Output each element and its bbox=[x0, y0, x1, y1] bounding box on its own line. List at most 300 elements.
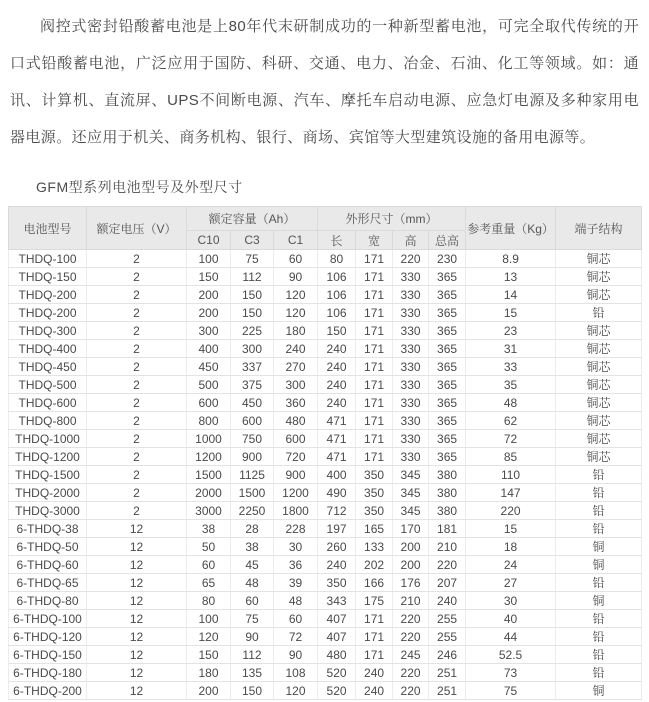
table-cell: 106 bbox=[318, 286, 356, 304]
table-cell: 1200 bbox=[274, 484, 318, 502]
table-cell: 407 bbox=[318, 628, 356, 646]
table-row bbox=[9, 484, 642, 502]
table-cell: 135 bbox=[231, 664, 274, 682]
table-cell: 900 bbox=[231, 448, 274, 466]
table-cell: 240 bbox=[318, 556, 356, 574]
table-body bbox=[9, 250, 642, 700]
table-header bbox=[9, 207, 642, 250]
table-cell: THDQ-3000 bbox=[9, 502, 87, 520]
table-cell: 2 bbox=[87, 286, 187, 304]
table-cell: 铜芯 bbox=[556, 340, 642, 358]
table-cell: 2 bbox=[87, 340, 187, 358]
table-cell: 240 bbox=[356, 664, 393, 682]
table-cell: 171 bbox=[356, 304, 393, 322]
table-cell: 350 bbox=[356, 466, 393, 484]
header-width: 宽 bbox=[356, 231, 393, 250]
table-cell: 202 bbox=[356, 556, 393, 574]
table-cell: 110 bbox=[466, 466, 556, 484]
table-cell: 350 bbox=[318, 574, 356, 592]
table-cell: 48 bbox=[231, 574, 274, 592]
table-cell: 2250 bbox=[231, 502, 274, 520]
table-cell: 100 bbox=[187, 610, 231, 628]
table-cell: 12 bbox=[87, 610, 187, 628]
table-cell: 6-THDQ-180 bbox=[9, 664, 87, 682]
table-cell: 480 bbox=[274, 412, 318, 430]
table-cell: 73 bbox=[466, 664, 556, 682]
table-cell: 铅 bbox=[556, 574, 642, 592]
table-cell: 铜芯 bbox=[556, 376, 642, 394]
table-cell: 337 bbox=[231, 358, 274, 376]
table-cell: 40 bbox=[466, 610, 556, 628]
table-cell: 330 bbox=[393, 322, 429, 340]
table-cell: 170 bbox=[393, 520, 429, 538]
table-row bbox=[9, 268, 642, 286]
table-cell: 铅 bbox=[556, 610, 642, 628]
table-cell: 铜 bbox=[556, 592, 642, 610]
table-cell: 300 bbox=[274, 376, 318, 394]
table-cell: 171 bbox=[356, 268, 393, 286]
table-cell: 39 bbox=[274, 574, 318, 592]
table-cell: 23 bbox=[466, 322, 556, 340]
table-cell: 380 bbox=[429, 502, 466, 520]
table-cell: 220 bbox=[393, 250, 429, 268]
table-cell: 220 bbox=[393, 664, 429, 682]
table-cell: 471 bbox=[318, 448, 356, 466]
table-cell: THDQ-500 bbox=[9, 376, 87, 394]
table-cell: 171 bbox=[356, 448, 393, 466]
table-cell: 50 bbox=[187, 538, 231, 556]
table-cell: 12 bbox=[87, 574, 187, 592]
table-title: GFM型系列电池型号及外型尺寸 bbox=[36, 179, 243, 195]
table-cell: 230 bbox=[429, 250, 466, 268]
table-cell: 6-THDQ-38 bbox=[9, 520, 87, 538]
table-cell: 38 bbox=[187, 520, 231, 538]
table-cell: 90 bbox=[231, 628, 274, 646]
table-cell: 2 bbox=[87, 466, 187, 484]
table-cell: 400 bbox=[187, 340, 231, 358]
table-cell: 6-THDQ-120 bbox=[9, 628, 87, 646]
header-model: 电池型号 bbox=[9, 207, 87, 250]
table-cell: 6-THDQ-200 bbox=[9, 682, 87, 700]
table-cell: 600 bbox=[274, 430, 318, 448]
table-cell: 铅 bbox=[556, 664, 642, 682]
table-cell: 133 bbox=[356, 538, 393, 556]
table-row bbox=[9, 448, 642, 466]
table-cell: 471 bbox=[318, 412, 356, 430]
table-cell: 75 bbox=[231, 610, 274, 628]
table-cell: THDQ-200 bbox=[9, 286, 87, 304]
table-cell: 197 bbox=[318, 520, 356, 538]
table-cell: 75 bbox=[231, 250, 274, 268]
table-cell: 106 bbox=[318, 268, 356, 286]
table-cell: THDQ-100 bbox=[9, 250, 87, 268]
table-cell: 255 bbox=[429, 610, 466, 628]
table-cell: 85 bbox=[466, 448, 556, 466]
table-cell: 12 bbox=[87, 628, 187, 646]
table-row bbox=[9, 556, 642, 574]
table-cell: 380 bbox=[429, 484, 466, 502]
table-cell: 225 bbox=[231, 322, 274, 340]
table-cell: 200 bbox=[187, 682, 231, 700]
table-cell: 3000 bbox=[187, 502, 231, 520]
table-cell: 240 bbox=[318, 376, 356, 394]
table-cell: 52.5 bbox=[466, 646, 556, 664]
table-cell: 2 bbox=[87, 250, 187, 268]
table-cell: 300 bbox=[187, 322, 231, 340]
table-cell: 171 bbox=[356, 412, 393, 430]
table-cell: 171 bbox=[356, 250, 393, 268]
table-cell: 铜芯 bbox=[556, 268, 642, 286]
table-row bbox=[9, 304, 642, 322]
table-cell: 330 bbox=[393, 268, 429, 286]
table-cell: 2 bbox=[87, 448, 187, 466]
table-cell: 38 bbox=[231, 538, 274, 556]
table-cell: 80 bbox=[187, 592, 231, 610]
table-cell: 330 bbox=[393, 376, 429, 394]
table-cell: 2 bbox=[87, 502, 187, 520]
table-cell: 120 bbox=[187, 628, 231, 646]
table-cell: 1500 bbox=[187, 466, 231, 484]
table-cell: 15 bbox=[466, 304, 556, 322]
table-cell: 72 bbox=[274, 628, 318, 646]
table-cell: THDQ-200 bbox=[9, 304, 87, 322]
table-cell: 330 bbox=[393, 448, 429, 466]
table-cell: 2 bbox=[87, 358, 187, 376]
table-cell: 228 bbox=[274, 520, 318, 538]
table-cell: 900 bbox=[274, 466, 318, 484]
table-cell: 750 bbox=[231, 430, 274, 448]
table-row bbox=[9, 682, 642, 700]
table-cell: 6-THDQ-80 bbox=[9, 592, 87, 610]
table-cell: 13 bbox=[466, 268, 556, 286]
table-cell: 200 bbox=[187, 286, 231, 304]
table-cell: 12 bbox=[87, 592, 187, 610]
table-cell: 520 bbox=[318, 664, 356, 682]
table-cell: 365 bbox=[429, 412, 466, 430]
table-cell: 2 bbox=[87, 322, 187, 340]
table-cell: 150 bbox=[187, 268, 231, 286]
table-cell: 铅 bbox=[556, 484, 642, 502]
table-cell: 铜芯 bbox=[556, 394, 642, 412]
table-cell: 60 bbox=[187, 556, 231, 574]
table-cell: 245 bbox=[393, 646, 429, 664]
table-cell: 120 bbox=[274, 286, 318, 304]
table-row bbox=[9, 430, 642, 448]
table-cell: 171 bbox=[356, 286, 393, 304]
table-cell: 600 bbox=[231, 412, 274, 430]
table-cell: 112 bbox=[231, 268, 274, 286]
table-cell: 220 bbox=[393, 610, 429, 628]
table-cell: 471 bbox=[318, 430, 356, 448]
header-dimension-group: 外形尺寸（mm） bbox=[318, 207, 466, 231]
table-cell: 铅 bbox=[556, 628, 642, 646]
table-cell: 62 bbox=[466, 412, 556, 430]
table-row bbox=[9, 628, 642, 646]
table-cell: 600 bbox=[187, 394, 231, 412]
table-cell: 180 bbox=[187, 664, 231, 682]
table-row bbox=[9, 250, 642, 268]
table-cell: 712 bbox=[318, 502, 356, 520]
table-row bbox=[9, 520, 642, 538]
table-cell: 铅 bbox=[556, 304, 642, 322]
table-cell: 28 bbox=[231, 520, 274, 538]
table-row bbox=[9, 502, 642, 520]
table-cell: 铜芯 bbox=[556, 448, 642, 466]
table-cell: 65 bbox=[187, 574, 231, 592]
table-cell: 12 bbox=[87, 556, 187, 574]
table-cell: THDQ-1500 bbox=[9, 466, 87, 484]
table-cell: 112 bbox=[231, 646, 274, 664]
table-cell: 365 bbox=[429, 304, 466, 322]
table-cell: 33 bbox=[466, 358, 556, 376]
table-cell: 171 bbox=[356, 340, 393, 358]
battery-spec-table bbox=[8, 206, 642, 700]
table-cell: 200 bbox=[393, 538, 429, 556]
table-cell: 100 bbox=[187, 250, 231, 268]
table-cell: 2 bbox=[87, 268, 187, 286]
table-cell: 165 bbox=[356, 520, 393, 538]
table-cell: 18 bbox=[466, 538, 556, 556]
table-cell: 6-THDQ-50 bbox=[9, 538, 87, 556]
table-cell: 240 bbox=[318, 358, 356, 376]
table-cell: 80 bbox=[318, 250, 356, 268]
table-cell: 171 bbox=[356, 322, 393, 340]
table-cell: 铜芯 bbox=[556, 358, 642, 376]
table-cell: 270 bbox=[274, 358, 318, 376]
header-length: 长 bbox=[318, 231, 356, 250]
table-cell: 48 bbox=[466, 394, 556, 412]
table-cell: 90 bbox=[274, 268, 318, 286]
header-terminal: 端子结构 bbox=[556, 207, 642, 250]
table-cell: 220 bbox=[466, 502, 556, 520]
table-cell: 800 bbox=[187, 412, 231, 430]
table-cell: 400 bbox=[318, 466, 356, 484]
table-cell: THDQ-150 bbox=[9, 268, 87, 286]
header-capacity-group: 额定容量（Ah） bbox=[187, 207, 318, 231]
table-cell: 8.9 bbox=[466, 250, 556, 268]
table-cell: 300 bbox=[231, 340, 274, 358]
table-cell: 171 bbox=[356, 646, 393, 664]
table-cell: 1000 bbox=[187, 430, 231, 448]
table-cell: 铜 bbox=[556, 682, 642, 700]
table-cell: 铅 bbox=[556, 466, 642, 484]
table-cell: 350 bbox=[356, 502, 393, 520]
table-cell: THDQ-800 bbox=[9, 412, 87, 430]
table-cell: 1125 bbox=[231, 466, 274, 484]
table-cell: 175 bbox=[356, 592, 393, 610]
table-cell: 260 bbox=[318, 538, 356, 556]
table-cell: 6-THDQ-100 bbox=[9, 610, 87, 628]
table-cell: THDQ-1000 bbox=[9, 430, 87, 448]
table-cell: 330 bbox=[393, 340, 429, 358]
table-cell: 251 bbox=[429, 664, 466, 682]
table-cell: 330 bbox=[393, 286, 429, 304]
table-cell: 220 bbox=[393, 628, 429, 646]
table-cell: 75 bbox=[466, 682, 556, 700]
table-cell: 365 bbox=[429, 430, 466, 448]
table-cell: 171 bbox=[356, 628, 393, 646]
table-cell: 240 bbox=[318, 340, 356, 358]
table-cell: 490 bbox=[318, 484, 356, 502]
table-cell: 铜 bbox=[556, 538, 642, 556]
table-cell: 30 bbox=[466, 592, 556, 610]
table-cell: 铜芯 bbox=[556, 322, 642, 340]
table-cell: 380 bbox=[429, 466, 466, 484]
table-cell: 360 bbox=[274, 394, 318, 412]
table-cell: 180 bbox=[274, 322, 318, 340]
table-cell: 365 bbox=[429, 268, 466, 286]
table-cell: 31 bbox=[466, 340, 556, 358]
table-cell: 2 bbox=[87, 412, 187, 430]
table-cell: 铜芯 bbox=[556, 286, 642, 304]
header-voltage: 额定电压（V） bbox=[87, 207, 187, 250]
table-row bbox=[9, 592, 642, 610]
table-cell: 150 bbox=[318, 322, 356, 340]
table-cell: 147 bbox=[466, 484, 556, 502]
header-weight: 参考重量（Kg） bbox=[466, 207, 556, 250]
table-cell: THDQ-2000 bbox=[9, 484, 87, 502]
table-cell: 铜芯 bbox=[556, 412, 642, 430]
table-cell: 240 bbox=[274, 340, 318, 358]
table-cell: 375 bbox=[231, 376, 274, 394]
table-cell: 2 bbox=[87, 304, 187, 322]
table-cell: 171 bbox=[356, 376, 393, 394]
table-cell: 251 bbox=[429, 682, 466, 700]
table-row bbox=[9, 340, 642, 358]
table-cell: 240 bbox=[429, 592, 466, 610]
table-cell: 345 bbox=[393, 466, 429, 484]
table-cell: 210 bbox=[393, 592, 429, 610]
table-cell: 2 bbox=[87, 484, 187, 502]
table-cell: 铜芯 bbox=[556, 250, 642, 268]
table-cell: 200 bbox=[393, 556, 429, 574]
table-row bbox=[9, 412, 642, 430]
header-c10: C10 bbox=[187, 231, 231, 250]
table-cell: 6-THDQ-60 bbox=[9, 556, 87, 574]
table-cell: 200 bbox=[187, 304, 231, 322]
table-cell: 1200 bbox=[187, 448, 231, 466]
table-row bbox=[9, 574, 642, 592]
table-cell: 1500 bbox=[231, 484, 274, 502]
table-cell: 150 bbox=[231, 286, 274, 304]
table-cell: 407 bbox=[318, 610, 356, 628]
table-cell: 365 bbox=[429, 394, 466, 412]
table-cell: 181 bbox=[429, 520, 466, 538]
table-cell: 365 bbox=[429, 286, 466, 304]
table-row bbox=[9, 664, 642, 682]
table-cell: 15 bbox=[466, 520, 556, 538]
table-cell: 12 bbox=[87, 520, 187, 538]
table-row bbox=[9, 286, 642, 304]
table-cell: 330 bbox=[393, 394, 429, 412]
header-total-height: 总高 bbox=[429, 231, 466, 250]
table-cell: 12 bbox=[87, 646, 187, 664]
table-row bbox=[9, 538, 642, 556]
table-cell: 48 bbox=[274, 592, 318, 610]
table-cell: 520 bbox=[318, 682, 356, 700]
table-cell: 铅 bbox=[556, 502, 642, 520]
table-cell: 240 bbox=[318, 394, 356, 412]
header-c1: C1 bbox=[274, 231, 318, 250]
table-cell: THDQ-1200 bbox=[9, 448, 87, 466]
table-cell: 480 bbox=[318, 646, 356, 664]
intro-paragraph: 阀控式密封铅酸蓄电池是上80年代末研制成功的一种新型蓄电池，可完全取代传统的开口式铅酸蓄电池，广泛应用于国防、科研、交通、电力、冶金、石油、化工等领域。如：通讯、计算机、直流屏、UPS不间断电源、汽车、摩托车启动电源、应急灯电源及多种家用电器电源。还应用于机关、商务机构、银行、商场、宾馆等大型建筑设施的备用电源等。 bbox=[10, 18, 639, 146]
table-cell: 246 bbox=[429, 646, 466, 664]
table-cell: 240 bbox=[356, 682, 393, 700]
table-cell: 27 bbox=[466, 574, 556, 592]
table-cell: 铅 bbox=[556, 520, 642, 538]
table-cell: 90 bbox=[274, 646, 318, 664]
table-cell: 35 bbox=[466, 376, 556, 394]
table-cell: 171 bbox=[356, 394, 393, 412]
table-cell: 450 bbox=[231, 394, 274, 412]
table-cell: 720 bbox=[274, 448, 318, 466]
table-cell: 14 bbox=[466, 286, 556, 304]
table-cell: 330 bbox=[393, 430, 429, 448]
table-cell: 500 bbox=[187, 376, 231, 394]
table-cell: 2 bbox=[87, 394, 187, 412]
table-cell: 44 bbox=[466, 628, 556, 646]
table-cell: THDQ-300 bbox=[9, 322, 87, 340]
table-cell: 2000 bbox=[187, 484, 231, 502]
table-cell: 铅 bbox=[556, 646, 642, 664]
table-cell: 30 bbox=[274, 538, 318, 556]
table-cell: 365 bbox=[429, 376, 466, 394]
table-row bbox=[9, 610, 642, 628]
table-cell: 350 bbox=[356, 484, 393, 502]
table-cell: 330 bbox=[393, 412, 429, 430]
table-cell: 6-THDQ-150 bbox=[9, 646, 87, 664]
table-cell: THDQ-400 bbox=[9, 340, 87, 358]
table-cell: 6-THDQ-65 bbox=[9, 574, 87, 592]
table-cell: 150 bbox=[231, 304, 274, 322]
table-cell: 210 bbox=[429, 538, 466, 556]
table-row bbox=[9, 466, 642, 484]
table-row bbox=[9, 376, 642, 394]
table-cell: 120 bbox=[274, 682, 318, 700]
table-cell: 铜芯 bbox=[556, 430, 642, 448]
table-cell: 330 bbox=[393, 358, 429, 376]
table-cell: 166 bbox=[356, 574, 393, 592]
table-cell: 365 bbox=[429, 322, 466, 340]
table-cell: 60 bbox=[274, 610, 318, 628]
table-cell: 450 bbox=[187, 358, 231, 376]
table-cell: 12 bbox=[87, 682, 187, 700]
table-row bbox=[9, 322, 642, 340]
table-cell: 108 bbox=[274, 664, 318, 682]
table-cell: 铜 bbox=[556, 556, 642, 574]
header-c3: C3 bbox=[231, 231, 274, 250]
table-cell: 12 bbox=[87, 664, 187, 682]
table-cell: 171 bbox=[356, 430, 393, 448]
table-cell: 150 bbox=[231, 682, 274, 700]
table-cell: 255 bbox=[429, 628, 466, 646]
table-cell: 365 bbox=[429, 358, 466, 376]
table-cell: 365 bbox=[429, 448, 466, 466]
table-cell: 207 bbox=[429, 574, 466, 592]
table-cell: 60 bbox=[274, 250, 318, 268]
table-cell: 330 bbox=[393, 304, 429, 322]
table-row bbox=[9, 358, 642, 376]
table-cell: 2 bbox=[87, 430, 187, 448]
table-row bbox=[9, 394, 642, 412]
table-cell: 150 bbox=[187, 646, 231, 664]
table-cell: 220 bbox=[429, 556, 466, 574]
table-cell: 45 bbox=[231, 556, 274, 574]
table-cell: 171 bbox=[356, 358, 393, 376]
table-cell: 345 bbox=[393, 484, 429, 502]
table-cell: 12 bbox=[87, 538, 187, 556]
